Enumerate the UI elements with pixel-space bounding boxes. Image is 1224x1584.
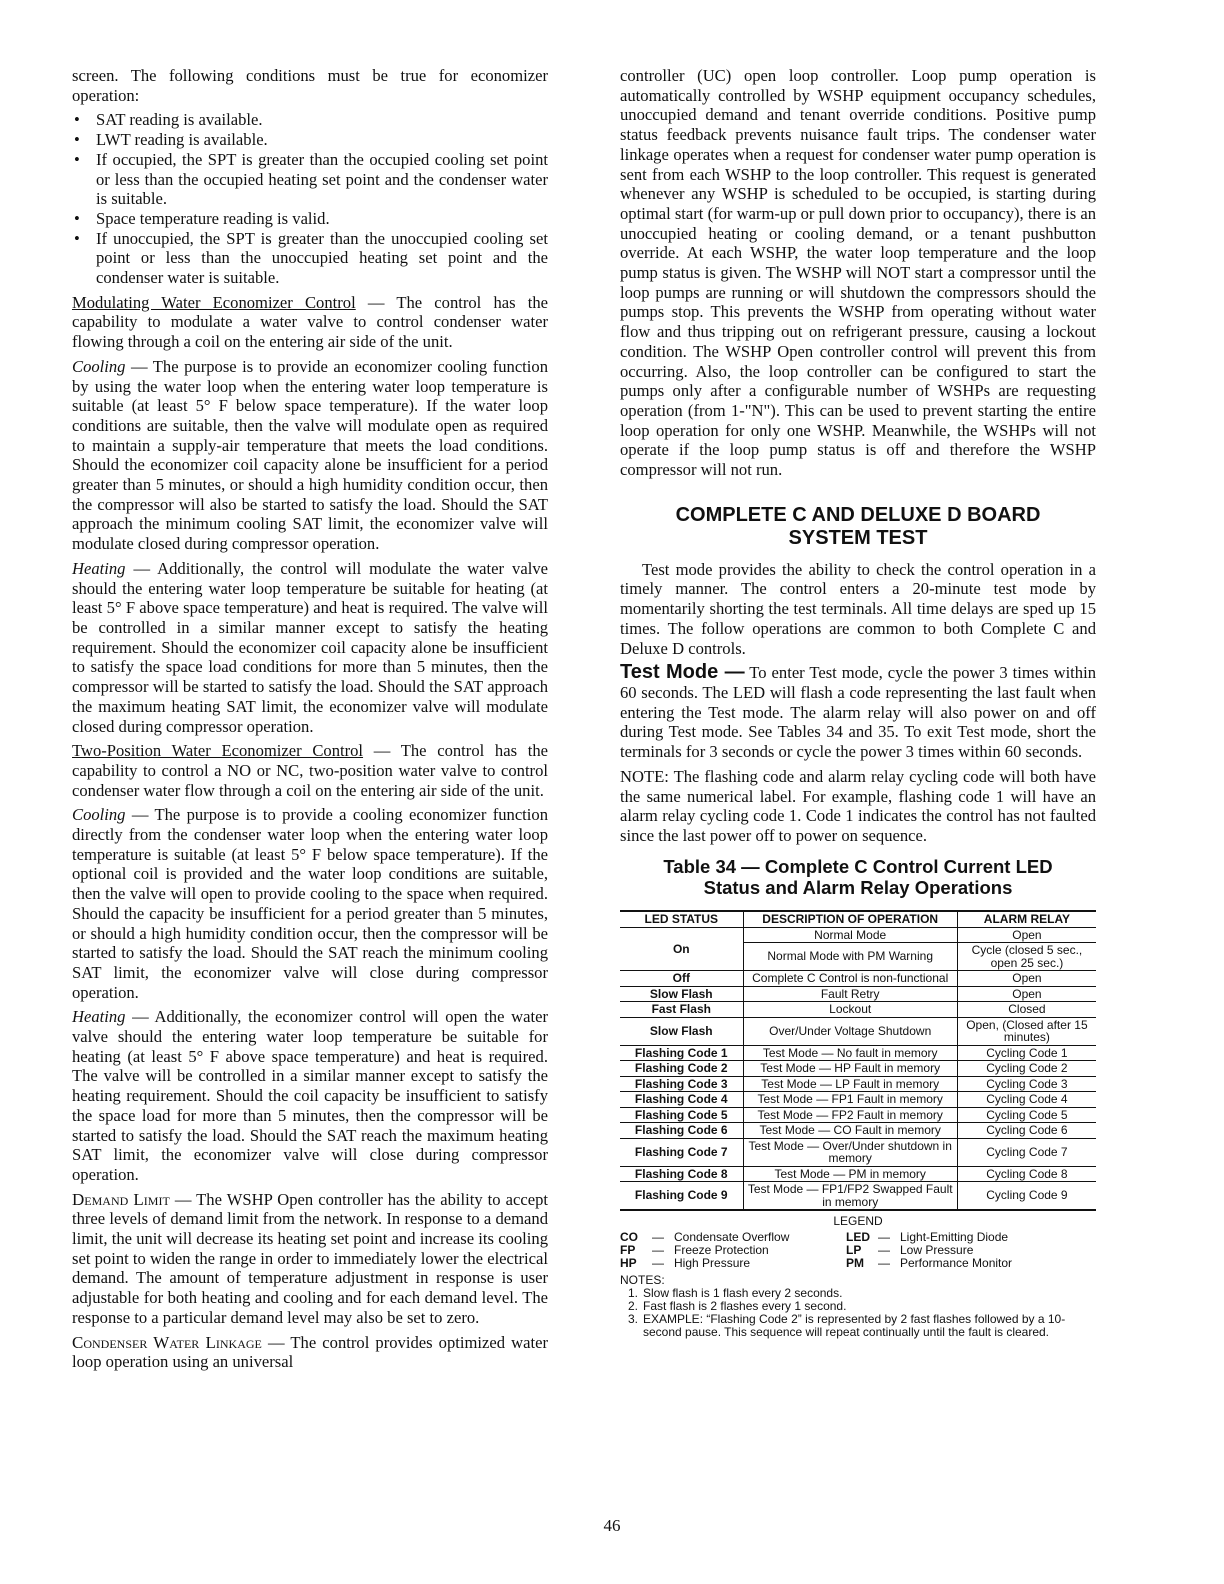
demand-limit-paragraph: Demand Limit — The WSHP Open controller has the ability to accept three levels of demand limit from the network. In response to a demand limit, the unit will decrease its heating set point and increase its cooling set point to widen the range in order to immediately lower the electrical demand. The amount of temperature adjustment in response is user adjustable for both heating and cooling and for each demand level. The response to a particular demand level may also be set to zero. xyxy=(72,1189,548,1327)
alarm-relay-cell: Cycling Code 6 xyxy=(957,1123,1096,1139)
condenser-linkage-continued: controller (UC) open loop controller. Loop pump operation is automatically controlled by WSHP equipment occupancy schedules, unoccupied demand and tenant override conditions. Positive pump status feedback prevents nuisance fault trips. The condenser water linkage operates when a request for condenser water pump operation is sent from each WSHP to the loop controller. This request is generated whenever any WSHP is scheduled to be occupied, is starting during optimal start (for warm-up or pull down prior to occupancy), there is an unoccupied heating or cooling demand, or a tenant pushbutton override. At each WSHP, the water loop temperature and the loop pump status is given. The WSHP will NOT start a compressor until the loop pumps are running or will shutdown the compressors should the pumps stop. This prevents the WSHP from operating without water flow and thus tripping out on refrigerant pressure, causing a lockout condition. The WSHP Open controller control will prevent this from occurring. Also, the loop controller can be configured to start the pumps only after a configurable number of WSHPs are requesting operation (from 1-"N"). This can be used to prevent starting the entire loop operation for only one WSHP. Meanwhile, the WSHPs will not operate if the loop pump status is off and therefore the WSHP compressor will not run. xyxy=(620,66,1097,480)
table-row xyxy=(620,1138,1096,1166)
alarm-relay-cell: Cycling Code 1 xyxy=(957,1045,1096,1061)
alarm-relay-cell: Cycling Code 5 xyxy=(957,1107,1096,1123)
table-row xyxy=(620,1017,1096,1045)
alarm-relay-cell: Open xyxy=(957,927,1096,943)
table-row xyxy=(620,1123,1096,1139)
list-item: • If occupied, the SPT is greater than the occupied cooling set point or less than the occupied heating set point and the condenser water is suitable. xyxy=(72,150,548,209)
list-item: • SAT reading is available. xyxy=(72,110,548,130)
led-status-cell: Flashing Code 3 xyxy=(620,1076,743,1092)
note-item: 1. Slow flash is 1 flash every 2 seconds. xyxy=(627,1286,843,1301)
test-mode-heading: Test Mode — xyxy=(620,661,745,684)
column-header: ALARM RELAY xyxy=(957,911,1096,928)
note-item: 2. Fast flash is 2 flashes every 1 second. xyxy=(627,1299,847,1314)
modulating-economizer-heading: Modulating Water Economizer Control xyxy=(72,292,356,312)
note-item: 3. EXAMPLE: “Flashing Code 2” is represented by 2 fast flashes followed by a 10-second pause. This sequence will repeat continually until the fault is cleared. xyxy=(627,1312,1066,1340)
led-status-cell: Flashing Code 8 xyxy=(620,1166,743,1182)
description-cell: Test Mode — FP1/FP2 Swapped Fault in memory xyxy=(743,1182,957,1211)
description-cell: Lockout xyxy=(743,1002,957,1018)
led-status-cell: Flashing Code 4 xyxy=(620,1092,743,1108)
legend-title: LEGEND xyxy=(833,1214,883,1229)
led-status-cell: Flashing Code 6 xyxy=(620,1123,743,1139)
description-cell: Test Mode — PM in memory xyxy=(743,1166,957,1182)
economizer-conditions-intro: screen. The following conditions must be true for economizer operation: xyxy=(72,66,548,105)
page-number: 46 xyxy=(603,1516,621,1535)
modulating-cooling-paragraph: Cooling — The purpose is to provide an economizer cooling function by using the water loop when the entering water loop temperature is suitable (at least 5° F below space temperature). If the water loop conditions are suitable, then the valve will modulate open as required to maintain a supply-air temperature that meets the load conditions. Should the economizer coil capacity alone be insufficient for a period greater than 5 minutes, or should a high humidity condition occur, then the compressor will also be started to satisfy the load. Should the SAT approach the minimum cooling SAT limit, the economizer valve will modulate closed during compressor operation. xyxy=(72,356,548,554)
table-notes xyxy=(620,1274,1096,1339)
condenser-linkage-paragraph: Condenser Water Linkage — The control provides optimized water loop operation using an universal xyxy=(72,1332,548,1372)
table-row xyxy=(620,1107,1096,1123)
list-item: • Space temperature reading is valid. xyxy=(72,209,548,229)
led-status-cell: Flashing Code 7 xyxy=(620,1138,743,1166)
economizer-conditions-list xyxy=(72,110,548,287)
alarm-relay-cell: Open xyxy=(957,986,1096,1002)
led-status-cell: Slow Flash xyxy=(620,986,743,1002)
description-cell: Test Mode — HP Fault in memory xyxy=(743,1061,957,1077)
list-item: • If unoccupied, the SPT is greater than the unoccupied cooling set point or less than the unoccupied heating set point and the condenser water is suitable. xyxy=(72,229,548,288)
right-column xyxy=(620,66,1096,1339)
demand-limit-label: Demand Limit xyxy=(72,1189,170,1209)
description-cell: Over/Under Voltage Shutdown xyxy=(743,1017,957,1045)
alarm-relay-cell: Cycling Code 7 xyxy=(957,1138,1096,1166)
table-row xyxy=(620,1182,1096,1211)
heating-label: Heating xyxy=(72,558,126,578)
table-row xyxy=(620,1076,1096,1092)
left-column xyxy=(72,66,548,1377)
alarm-relay-cell: Cycling Code 4 xyxy=(957,1092,1096,1108)
table-header-row xyxy=(620,911,1096,928)
two-position-heating-paragraph: Heating — Additionally, the economizer control will open the water valve should the entering water loop temperature be suitable for heating (at least 5° F above space temperature) and heat is required. The valve will be controlled in a similar manner except to satisfy the heating requirement. Should the coil capacity be insufficient to satisfy the space load for more than 5 minutes, then the compressor will be started to satisfy the load. Should the SAT reach the maximum heating SAT limit, the economizer valve will close during compressor operation. xyxy=(72,1007,548,1184)
cooling-label: Cooling xyxy=(72,805,126,825)
two-position-economizer-heading: Two-Position Water Economizer Control xyxy=(72,741,364,761)
alarm-relay-cell: Open, (Closed after 15 minutes) xyxy=(957,1017,1096,1045)
list-item: • LWT reading is available. xyxy=(72,130,548,150)
description-cell: Test Mode — Over/Under shutdown in memory xyxy=(743,1138,957,1166)
two-position-cooling-paragraph: Cooling — The purpose is to provide a cooling economizer function directly from the condenser water loop when the entering water loop temperature is suitable (at least 5° F below space temperature). If the optional coil is provided and the water loop conditions are suitable, then the valve will open to provide cooling to the space when required. Should the capacity be insufficient for a period greater than 5 minutes, or should a high humidity condition occur, then the compressor will be started to satisfy the load. Should the SAT reach the minimum cooling SAT limit, the economizer valve will close during compressor operation. xyxy=(72,805,548,1002)
alarm-relay-cell: Cycling Code 2 xyxy=(957,1061,1096,1077)
alarm-relay-cell: Closed xyxy=(957,1002,1096,1018)
heating-label: Heating xyxy=(72,1007,126,1027)
two-position-economizer-paragraph: Two-Position Water Economizer Control — The control has the capability to control a NO or NC, two-position water valve to control condenser water flow through a coil on the entering air side of the unit. xyxy=(72,741,548,800)
description-cell: Test Mode — LP Fault in memory xyxy=(743,1076,957,1092)
column-header: LED STATUS xyxy=(620,911,743,928)
test-intro-paragraph: Test mode provides the ability to check the control operation in a timely manner. The control enters a 20-minute test mode by momentarily shorting the test terminals. All time delays are sped up 15 times. The follow operations are common to both Complete C and Deluxe D controls. xyxy=(620,559,1096,658)
table-title: Table 34 — Complete C Control Current LED Status and Alarm Relay Operations xyxy=(663,855,1053,898)
led-status-cell: Flashing Code 9 xyxy=(620,1182,743,1211)
description-cell: Complete C Control is non-functional xyxy=(743,971,957,987)
led-status-cell: Flashing Code 1 xyxy=(620,1045,743,1061)
legend-item: LP — Low Pressure xyxy=(846,1243,974,1258)
description-cell: Test Mode — FP2 Fault in memory xyxy=(743,1107,957,1123)
column-header: DESCRIPTION OF OPERATION xyxy=(743,911,957,928)
led-status-cell: On xyxy=(620,927,743,971)
legend-item: CO — Condensate Overflow xyxy=(620,1230,790,1245)
alarm-relay-cell: Open xyxy=(957,971,1096,987)
table-row xyxy=(620,986,1096,1002)
test-mode-paragraph: Test Mode — To enter Test mode, cycle the power 3 times within 60 seconds. The LED will flash a code representing the last fault when entering the Test mode. The alarm relay will also power on and off during Test mode. See Tables 34 and 35. To exit Test mode, short the terminals for 3 seconds or cycle the power 3 times within 60 seconds. xyxy=(620,661,1096,762)
led-status-cell: Fast Flash xyxy=(620,1002,743,1018)
alarm-relay-cell: Cycling Code 9 xyxy=(957,1182,1096,1211)
table-row xyxy=(620,1061,1096,1077)
alarm-relay-cell: Cycle (closed 5 sec., open 25 sec.) xyxy=(957,943,1096,971)
table-row xyxy=(620,1002,1096,1018)
table-row xyxy=(620,971,1096,987)
description-cell: Normal Mode xyxy=(743,927,957,943)
condenser-linkage-label: Condenser Water Linkage xyxy=(72,1332,262,1352)
note-paragraph: NOTE: The flashing code and alarm relay cycling code will both have the same numerical label. For example, flashing code 1 will have an alarm relay cycling code 1. Code 1 indicates the control has not faulted since the last power off to power on sequence. xyxy=(620,766,1096,845)
led-status-cell: Slow Flash xyxy=(620,1017,743,1045)
led-status-cell: Flashing Code 2 xyxy=(620,1061,743,1077)
alarm-relay-cell: Cycling Code 8 xyxy=(957,1166,1096,1182)
legend-grid xyxy=(620,1231,1096,1270)
section-title: COMPLETE C AND DELUXE D BOARD SYSTEM TEST xyxy=(675,503,1041,549)
table-row xyxy=(620,927,1096,943)
led-status-table xyxy=(620,910,1096,1212)
modulating-heating-paragraph: Heating — Additionally, the control will modulate the water valve should the entering water loop temperature be suitable for heating (at least 5° F above space temperature) and heat is required. The valve will be controlled in a similar manner except to satisfy the heating requirement. Should the economizer coil capacity alone be insufficient to satisfy the space load conditions for more than 5 minutes, then the compressor will be started to satisfy the load. Should the SAT approach the maximum heating SAT limit, the economizer valve will modulate closed during compressor operation. xyxy=(72,558,548,736)
table-row xyxy=(620,1092,1096,1108)
description-cell: Test Mode — CO Fault in memory xyxy=(743,1123,957,1139)
description-cell: Fault Retry xyxy=(743,986,957,1002)
notes-label: NOTES: xyxy=(620,1273,665,1288)
description-cell: Test Mode — FP1 Fault in memory xyxy=(743,1092,957,1108)
led-status-cell: Off xyxy=(620,971,743,987)
table-row xyxy=(620,1045,1096,1061)
table-legend xyxy=(620,1215,1096,1339)
modulating-economizer-paragraph: Modulating Water Economizer Control — The control has the capability to modulate a water valve to control condenser water flowing through a coil on the entering air side of the unit. xyxy=(72,292,548,352)
cooling-label: Cooling xyxy=(72,356,126,376)
legend-item: FP — Freeze Protection xyxy=(620,1243,769,1258)
table-row xyxy=(620,1166,1096,1182)
description-cell: Normal Mode with PM Warning xyxy=(743,943,957,971)
legend-item: HP — High Pressure xyxy=(620,1256,751,1271)
description-cell: Test Mode — No fault in memory xyxy=(743,1045,957,1061)
legend-item: LED — Light-Emitting Diode xyxy=(846,1230,1009,1245)
led-status-cell: Flashing Code 5 xyxy=(620,1107,743,1123)
legend-item: PM — Performance Monitor xyxy=(846,1256,1013,1271)
alarm-relay-cell: Cycling Code 3 xyxy=(957,1076,1096,1092)
